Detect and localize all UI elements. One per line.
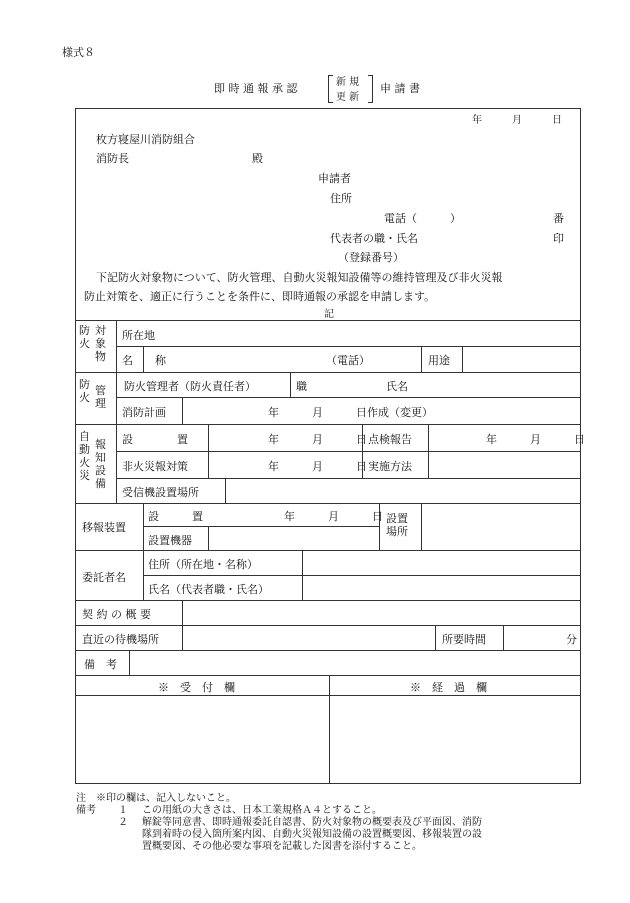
left-brace bbox=[328, 75, 333, 103]
false-alarm-date[interactable]: 年 月 日 bbox=[268, 460, 367, 473]
inspection-date[interactable]: 年 月 日 bbox=[486, 433, 585, 446]
post-label[interactable]: 職 bbox=[296, 380, 307, 393]
body-text-line2: 防止対策を、適正に行うことを条件に、即時通報の承認を申請します。 bbox=[84, 290, 436, 303]
reception-area[interactable] bbox=[76, 696, 328, 783]
applicant-label: 申請者 bbox=[318, 172, 351, 185]
section-fire-management: 防 火 bbox=[79, 378, 90, 404]
section-fire-management-sub: 管 理 bbox=[95, 384, 106, 410]
form-title: 即 時 通 報 承 認 bbox=[214, 82, 298, 95]
section-auto-fire-alarm: 自 動 火 災 bbox=[79, 430, 90, 482]
transfer-device-label: 移報装置 bbox=[82, 521, 126, 534]
installed-date[interactable]: 年 月 日 bbox=[268, 433, 367, 446]
name-label[interactable]: 名 称 bbox=[122, 354, 166, 367]
section-auto-fire-alarm-sub: 報 知 設 備 bbox=[95, 438, 106, 490]
false-alarm-label: 非火災報対策 bbox=[122, 460, 188, 473]
registration-number[interactable]: （登録番号） bbox=[338, 251, 404, 264]
date-field[interactable]: 年 月 日 bbox=[472, 115, 562, 126]
trustee-name-label[interactable]: 氏名（代表者職・氏名） bbox=[148, 583, 269, 596]
body-text-line1: 下記防火対象物について、防火管理、自動火災報知設備等の維持管理及び非火災報 bbox=[96, 271, 503, 284]
phone-suffix: 番 bbox=[553, 212, 564, 225]
standby-location-label[interactable]: 直近の待機場所 bbox=[82, 633, 159, 646]
installed-label: 設 置 bbox=[122, 433, 188, 446]
remark-2-line1: 解錠等同意書、即時通報委託自認書、防火対象物の概要表及び平面図、消防 bbox=[142, 817, 482, 828]
section-fire-target: 防 火 bbox=[79, 324, 90, 350]
transfer-install-date[interactable]: 年 月 日 bbox=[284, 510, 383, 523]
equipment-label[interactable]: 設置機器 bbox=[148, 534, 192, 547]
form-title-suffix: 申 請 書 bbox=[380, 82, 420, 95]
progress-area[interactable] bbox=[330, 696, 580, 783]
contract-summary-label[interactable]: 契 約 の 概 要 bbox=[82, 608, 151, 621]
addressee-org: 枚方寝屋川消防組合 bbox=[96, 133, 195, 146]
minutes-unit: 分 bbox=[566, 633, 577, 646]
receiver-location-label[interactable]: 受信機設置場所 bbox=[122, 486, 199, 499]
transfer-place-label[interactable]: 設置 場所 bbox=[386, 512, 408, 538]
address-label[interactable]: 住所 bbox=[330, 192, 352, 205]
fire-plan-label: 消防計画 bbox=[122, 406, 166, 419]
trustee-label: 委託者名 bbox=[82, 571, 126, 584]
trustee-address-label[interactable]: 住所（所在地・名称） bbox=[148, 558, 258, 571]
remark-2-line2: 隊到着時の侵入箇所案内図、自動火災報知設備の設置概要図、移報装置の設 bbox=[142, 829, 482, 840]
title-option-renew: 更 新 bbox=[336, 92, 360, 103]
honorific: 殿 bbox=[252, 152, 263, 165]
title-option-new: 新 規 bbox=[336, 77, 360, 88]
right-brace bbox=[368, 75, 373, 103]
remark-2-line3: 置概要図、その他必要な事項を記載した図書を添付すること。 bbox=[142, 841, 422, 852]
inspection-label: 点検報告 bbox=[368, 433, 412, 446]
remarks-heading: 備考 bbox=[76, 805, 96, 816]
fire-plan-date[interactable]: 年 月 日作成（変更） bbox=[268, 406, 433, 419]
section-fire-target-sub: 対 象 物 bbox=[95, 324, 106, 363]
seal-mark: 印 bbox=[553, 232, 564, 245]
representative-name-label[interactable]: 代表者の職・氏名 bbox=[330, 232, 418, 245]
addressee-title: 消防長 bbox=[96, 152, 129, 165]
travel-time-label: 所要時間 bbox=[442, 633, 486, 646]
phone-label[interactable]: 電話（ ） bbox=[384, 212, 461, 225]
remarks-label[interactable]: 備 考 bbox=[84, 658, 117, 671]
person-name-label[interactable]: 氏名 bbox=[386, 380, 408, 393]
remark-2-number: ２ bbox=[118, 817, 128, 828]
note-text: 注 ※印の欄は、記入しないこと。 bbox=[76, 793, 236, 804]
usage-label[interactable]: 用途 bbox=[428, 354, 450, 367]
reception-header: ※ 受 付 欄 bbox=[158, 681, 235, 694]
ki-heading: 記 bbox=[324, 309, 334, 320]
remark-1-number: １ bbox=[118, 805, 128, 816]
phone-inline-label[interactable]: （電話） bbox=[326, 354, 370, 367]
fire-manager-label[interactable]: 防火管理者（防火責任者） bbox=[124, 380, 256, 393]
form-number: 様式８ bbox=[62, 46, 95, 59]
progress-header: ※ 経 過 欄 bbox=[410, 681, 487, 694]
transfer-install-label: 設 置 bbox=[148, 510, 203, 523]
remark-1-text: この用紙の大きさは、日本工業規格Ａ４とすること。 bbox=[142, 805, 382, 816]
method-label[interactable]: 実施方法 bbox=[368, 460, 412, 473]
location-label[interactable]: 所在地 bbox=[122, 329, 155, 342]
